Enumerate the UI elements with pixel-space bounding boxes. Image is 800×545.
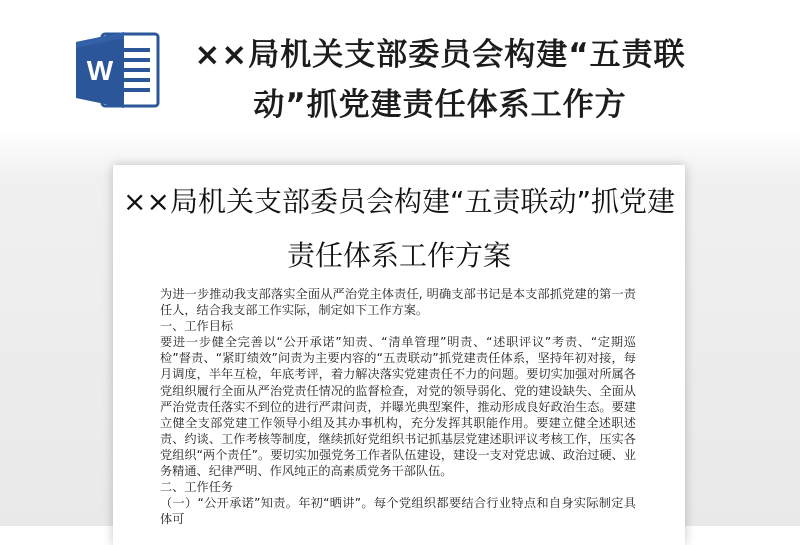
intro-paragraph: 为进一步推动我支部落实全面从严治党主体责任, 明确支部书记是本支部抓党建的第一责任人，结合我支部工作实际，制定如下工作方案。: [160, 287, 636, 318]
section-heading: 一、工作目标: [160, 319, 234, 334]
body-paragraph: （一）“公开承诺”知责。年初“晒讲”。每个党组织都要结合行业特点和自身实际制定具体可: [160, 496, 636, 527]
word-document-icon: [72, 28, 164, 112]
document-title: ××局机关支部委员会构建“五责联动”抓党建责任体系工作方案: [123, 185, 675, 272]
header-banner: [0, 0, 800, 150]
body-paragraph: 要进一步健全完善以“公开承诺”知责、“清单管理”明责、“述职评议”考责、“定期巡检”督责、“紧盯绩效”问责为主要内容的“五责联动”抓党建责任体系，坚持年初对接，每月调度，半年互检，年底考评，着力解决落实党建责任不力的问题。要切实加强对所属各党组织履行全面从严治党责任情况的监督检查，对党的领导弱化、党的建设缺失、全面从严治党责任落实不到位的进行严肃问责，并曝光典型案件，推动形成良好政治生态。要建立健全支部党建工作领导小组及其办事机构，充分发挥其职能作用。要建立健全述职述责、约谈、工作考核等制度，继续抓好党组织书记抓基层党建述职评议考核工作，压实各党组织“两个责任”。要切实加强党务工作者队伍建设，建设一支对党忠诚、政治过硬、业务精通、纪律严明、作风纯正的高素质党务干部队伍。: [160, 335, 636, 479]
document-page: [113, 165, 685, 545]
header-title: ××局机关支部委员会构建“五责联动”抓党建责任体系工作方: [194, 37, 686, 123]
section-heading: 二、工作任务: [160, 480, 234, 495]
document-body: [160, 286, 636, 527]
word-icon-letter: W: [86, 55, 114, 86]
